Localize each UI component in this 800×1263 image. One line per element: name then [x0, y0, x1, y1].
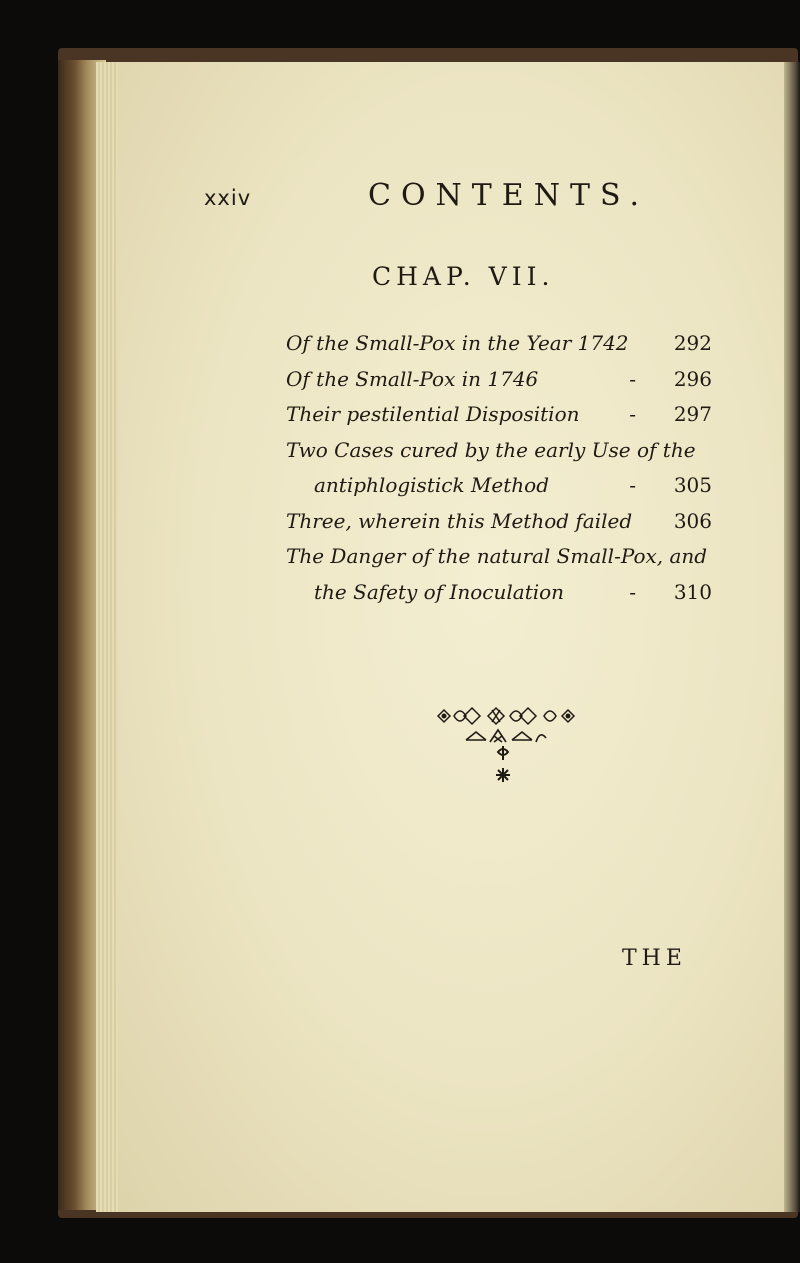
- contents-entry: [286, 504, 712, 540]
- contents-entry-continuation: [286, 575, 712, 611]
- contents-entry: [286, 362, 712, 398]
- contents-entry: [286, 397, 712, 433]
- page-number: xxiv: [204, 186, 252, 210]
- entry-title: Of the Small-Pox in the Year 1742: [286, 331, 629, 355]
- contents-entry: [286, 326, 712, 362]
- running-header: CONTENTS.: [368, 178, 649, 213]
- page-edges: [96, 62, 120, 1212]
- entry-page: 297: [673, 402, 712, 426]
- entry-page: 292: [673, 331, 712, 355]
- entry-page: 310: [673, 579, 712, 604]
- entry-title: the Safety of Inoculation: [314, 579, 565, 604]
- entry-dash: -: [629, 579, 636, 604]
- contents-entry: [286, 539, 712, 575]
- entry-page: 305: [673, 473, 712, 497]
- entry-dash: -: [629, 473, 636, 497]
- catchword: THE: [622, 946, 687, 971]
- chapter-heading: CHAP. VII.: [372, 262, 555, 291]
- entry-dash: -: [629, 402, 636, 426]
- entry-dash: -: [629, 366, 636, 391]
- entry-page: 306: [673, 508, 712, 533]
- contents-list: [286, 326, 712, 610]
- contents-entry: [286, 433, 712, 469]
- entry-title: Two Cases cured by the early Use of the: [286, 437, 696, 462]
- book-page: [118, 62, 784, 1212]
- entry-title: Three, wherein this Method failed: [286, 508, 633, 533]
- printers-ornament-icon: [432, 696, 582, 788]
- entry-page: 296: [673, 366, 712, 391]
- entry-title: Their pestilential Disposition: [286, 402, 580, 426]
- facing-page-edge: [784, 62, 800, 1212]
- contents-entry-continuation: [286, 468, 712, 504]
- entry-title: Of the Small-Pox in 1746: [286, 366, 539, 391]
- entry-title: antiphlogistick Method: [314, 473, 550, 497]
- entry-title: The Danger of the natural Small-Pox, and: [286, 544, 708, 568]
